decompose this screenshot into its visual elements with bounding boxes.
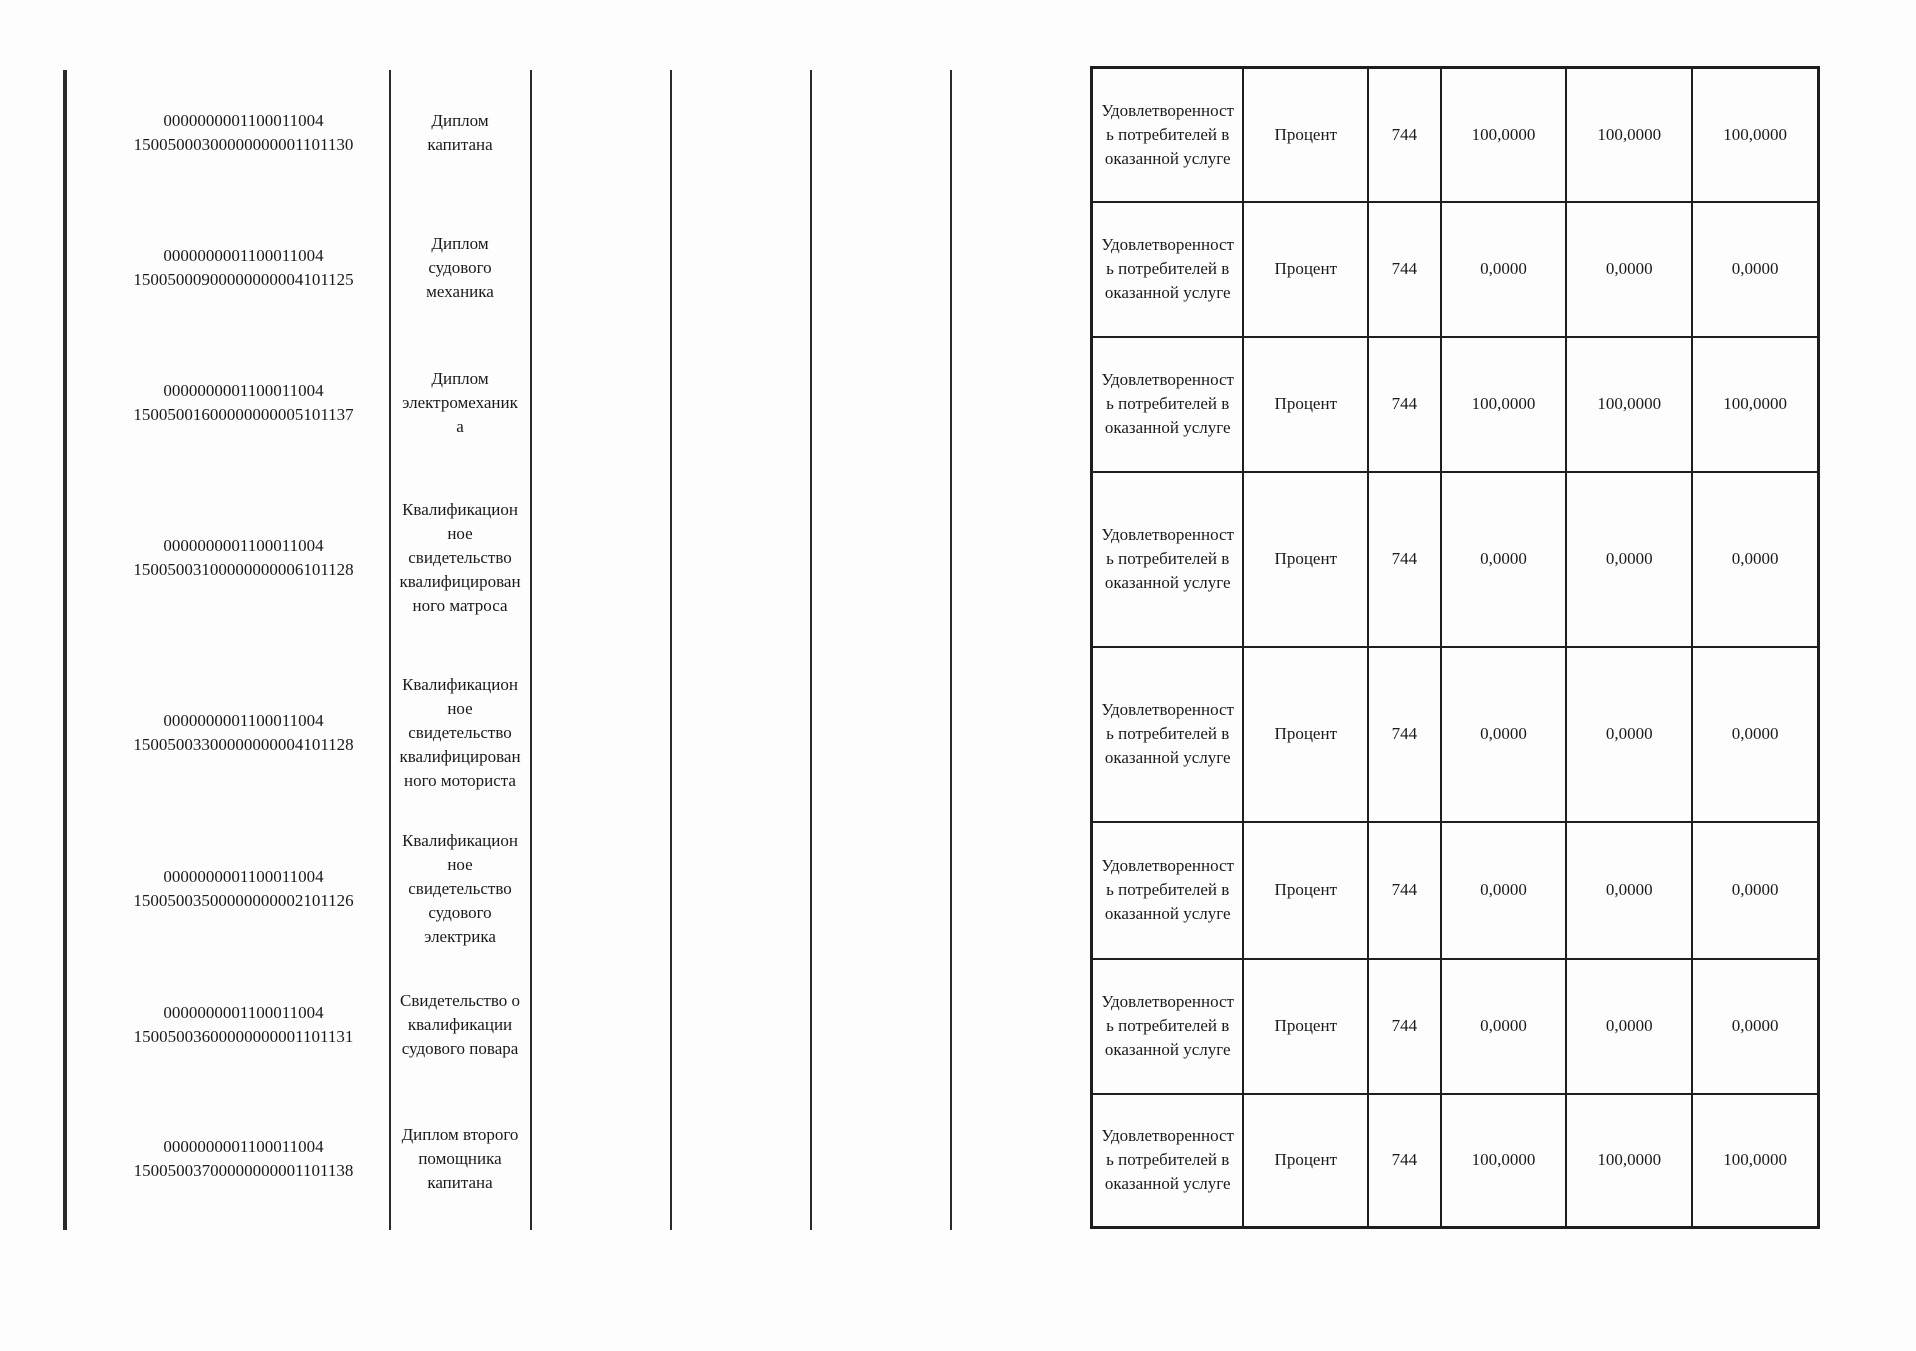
indicator-line: оказанной услуге <box>1104 283 1231 302</box>
value-cell-2: 100,0000 <box>1566 1094 1692 1228</box>
qualification-name <box>392 1123 528 1195</box>
unit-cell: Процент <box>1243 1094 1368 1228</box>
indicator-line: ь потребителей в <box>1106 724 1230 743</box>
column-divider <box>950 70 952 1230</box>
qualification-name <box>392 498 528 618</box>
qualification-line: Диплом <box>431 111 489 130</box>
indicator-line: Удовлетворенност <box>1101 525 1234 544</box>
qualification-line: ное <box>447 854 473 874</box>
registry-row <box>66 470 529 645</box>
qualification-line: судового повара <box>401 1038 519 1058</box>
table-row <box>1092 647 1819 822</box>
column-divider <box>670 70 672 1230</box>
indicator-cell <box>1092 647 1244 822</box>
qualification-line: свидетельство <box>408 547 512 567</box>
okei-code-cell: 744 <box>1368 959 1440 1094</box>
value-cell-3: 100,0000 <box>1692 337 1818 472</box>
value-cell-1: 100,0000 <box>1441 337 1567 472</box>
indicator-cell <box>1092 822 1244 959</box>
value-cell-3: 0,0000 <box>1692 647 1818 822</box>
registry-code-line2: 15005000300000000001101130 <box>133 135 354 154</box>
table-row <box>1092 472 1819 647</box>
value-cell-3: 0,0000 <box>1692 202 1818 337</box>
unit-cell: Процент <box>1243 337 1368 472</box>
unit-cell: Процент <box>1243 647 1368 822</box>
indicator-line: оказанной услуге <box>1104 573 1231 592</box>
registry-code-line1: 0000000001100011004 <box>163 111 324 130</box>
indicator-line: Удовлетворенност <box>1101 700 1234 719</box>
qualification-name <box>392 673 528 793</box>
value-cell-1: 0,0000 <box>1441 822 1567 959</box>
indicator-line: Удовлетворенност <box>1101 1126 1234 1146</box>
value-cell-3: 0,0000 <box>1692 959 1818 1094</box>
registry-code-line2: 15005003500000000002101126 <box>133 890 354 910</box>
registry-code-line1: 0000000001100011004 <box>163 710 324 730</box>
okei-code-cell: 744 <box>1368 647 1440 822</box>
table-row <box>1092 822 1819 959</box>
registry-row <box>66 335 529 470</box>
value-cell-3: 0,0000 <box>1692 822 1818 959</box>
registry-code-line1: 0000000001100011004 <box>163 1002 324 1022</box>
qualification-line: Диплом второго <box>401 1125 519 1144</box>
indicator-line: ь потребителей в <box>1106 394 1230 413</box>
qualification-name <box>392 109 528 157</box>
table-row <box>1092 68 1819 202</box>
indicator-line: ь потребителей в <box>1106 124 1230 144</box>
indicator-line: оказанной услуге <box>1104 148 1231 168</box>
unit-cell: Процент <box>1243 68 1368 202</box>
registry-code <box>96 865 391 913</box>
registry-code-line1: 0000000001100011004 <box>163 380 324 400</box>
qualification-line: ного моториста <box>404 770 516 790</box>
registry-row <box>66 66 529 200</box>
registry-row <box>66 645 529 820</box>
qualification-line: ного матроса <box>412 595 508 615</box>
registry-row <box>66 820 529 957</box>
qualification-line: Диплом <box>431 233 489 253</box>
value-cell-1: 0,0000 <box>1441 472 1567 647</box>
value-cell-2: 0,0000 <box>1566 822 1692 959</box>
qualification-line: свидетельство <box>408 878 512 898</box>
qualification-line: свидетельство <box>408 722 512 742</box>
qualification-line: капитана <box>427 135 493 154</box>
unit-cell: Процент <box>1243 822 1368 959</box>
indicator-cell <box>1092 337 1244 472</box>
indicator-line: оказанной услуге <box>1104 748 1231 767</box>
qualification-line: Свидетельство о <box>399 990 520 1010</box>
indicator-line: оказанной услуге <box>1104 1174 1231 1194</box>
okei-code-cell: 744 <box>1368 472 1440 647</box>
qualification-line: судового <box>428 902 492 922</box>
okei-code-cell: 744 <box>1368 202 1440 337</box>
qualification-line: Квалификацион <box>402 674 518 694</box>
qualification-line: ное <box>447 523 473 543</box>
value-cell-1: 100,0000 <box>1441 1094 1567 1228</box>
registry-code-line2: 15005003600000000001101131 <box>133 1026 354 1046</box>
value-cell-2: 100,0000 <box>1566 337 1692 472</box>
registry-code-line2: 15005003700000000001101138 <box>133 1161 354 1180</box>
indicator-cell <box>1092 472 1244 647</box>
registry-code <box>96 109 391 157</box>
qualification-line: квалификации <box>407 1014 513 1034</box>
indicator-line: ь потребителей в <box>1106 880 1230 899</box>
quality-indicators-table <box>1090 66 1820 1229</box>
registry-code-line2: 15005003300000000004101128 <box>133 734 354 754</box>
qualification-line: электромеханик <box>402 392 518 412</box>
indicator-line: Удовлетворенност <box>1101 370 1234 389</box>
indicator-cell <box>1092 68 1244 202</box>
qualification-line: Диплом <box>431 368 489 388</box>
indicator-line: ь потребителей в <box>1106 259 1230 278</box>
unit-cell: Процент <box>1243 959 1368 1094</box>
indicator-line: Удовлетворенност <box>1101 100 1234 120</box>
registry-code-line2: 15005003100000000006101128 <box>133 559 354 579</box>
registry-code-line1: 0000000001100011004 <box>163 1137 324 1156</box>
value-cell-2: 0,0000 <box>1566 647 1692 822</box>
okei-code-cell: 744 <box>1368 337 1440 472</box>
indicator-cell <box>1092 1094 1244 1228</box>
registry-row <box>66 1092 529 1226</box>
table-row <box>1092 337 1819 472</box>
value-cell-1: 0,0000 <box>1441 647 1567 822</box>
okei-code-cell: 744 <box>1368 68 1440 202</box>
registry-code-line1: 0000000001100011004 <box>163 535 324 555</box>
indicator-line: Удовлетворенност <box>1101 235 1234 254</box>
indicator-line: Удовлетворенност <box>1101 992 1234 1011</box>
registry-row <box>66 200 529 335</box>
value-cell-2: 0,0000 <box>1566 202 1692 337</box>
registry-code-line2: 15005001600000000005101137 <box>133 404 354 424</box>
indicator-line: Удовлетворенност <box>1101 856 1234 875</box>
qualification-line: Квалификацион <box>402 499 518 519</box>
registry-code <box>96 244 391 292</box>
qualification-line: Квалификацион <box>402 830 518 850</box>
indicator-line: ь потребителей в <box>1106 1150 1230 1170</box>
qualification-line: квалифицирован <box>399 571 521 591</box>
qualification-line: квалифицирован <box>399 746 521 766</box>
registry-code <box>96 1135 391 1183</box>
value-cell-2: 0,0000 <box>1566 959 1692 1094</box>
indicator-line: оказанной услуге <box>1104 418 1231 437</box>
column-divider <box>810 70 812 1230</box>
unit-cell: Процент <box>1243 202 1368 337</box>
value-cell-1: 0,0000 <box>1441 959 1567 1094</box>
registry-row <box>66 957 529 1092</box>
qualification-name <box>392 829 528 949</box>
okei-code-cell: 744 <box>1368 822 1440 959</box>
indicator-cell <box>1092 959 1244 1094</box>
qualification-name <box>392 367 528 439</box>
qualification-line: механика <box>426 281 494 301</box>
registry-code-line1: 0000000001100011004 <box>163 866 324 886</box>
registry-code <box>96 379 391 427</box>
qualification-name <box>392 989 528 1061</box>
qualification-line: а <box>456 416 464 436</box>
qualification-line: помощника <box>418 1149 502 1168</box>
value-cell-2: 100,0000 <box>1566 68 1692 202</box>
indicator-line: оказанной услуге <box>1104 904 1231 923</box>
registry-code <box>96 1001 391 1049</box>
indicator-cell <box>1092 202 1244 337</box>
table-row <box>1092 1094 1819 1228</box>
value-cell-1: 100,0000 <box>1441 68 1567 202</box>
unit-cell: Процент <box>1243 472 1368 647</box>
table-row <box>1092 959 1819 1094</box>
registry-code <box>96 709 391 757</box>
table-row <box>1092 202 1819 337</box>
indicator-line: ь потребителей в <box>1106 1016 1230 1035</box>
registry-code-line2: 15005000900000000004101125 <box>133 269 354 289</box>
registry-code <box>96 534 391 582</box>
indicator-line: ь потребителей в <box>1106 549 1230 568</box>
qualification-name <box>392 232 528 304</box>
value-cell-3: 100,0000 <box>1692 68 1818 202</box>
indicator-line: оказанной услуге <box>1104 1040 1231 1059</box>
value-cell-3: 100,0000 <box>1692 1094 1818 1228</box>
qualification-line: судового <box>428 257 492 277</box>
okei-code-cell: 744 <box>1368 1094 1440 1228</box>
qualification-line: электрика <box>424 926 496 946</box>
qualification-line: ное <box>447 698 473 718</box>
qualification-line: капитана <box>427 1173 493 1192</box>
registry-code-line1: 0000000001100011004 <box>163 245 324 265</box>
value-cell-3: 0,0000 <box>1692 472 1818 647</box>
value-cell-2: 0,0000 <box>1566 472 1692 647</box>
value-cell-1: 0,0000 <box>1441 202 1567 337</box>
column-divider <box>530 70 532 1230</box>
